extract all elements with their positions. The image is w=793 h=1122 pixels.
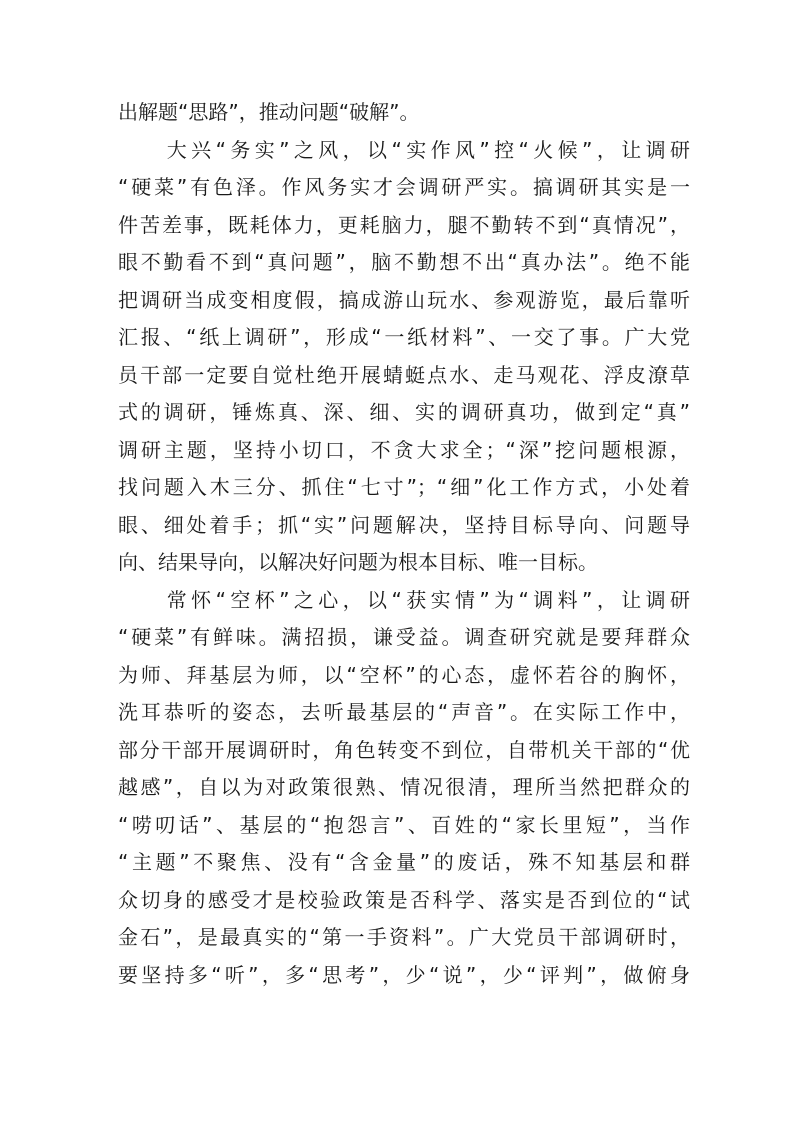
text-line: 为师、拜基层为师，以“空杯”的心态，虚怀若谷的胸怀，: [118, 662, 690, 687]
text-line: 部分干部开展调研时，角色转变不到位，自带机关干部的“优: [118, 737, 690, 762]
text-line: 汇报、“纸上调研”，形成“一纸材料”、一交了事。广大党: [118, 325, 690, 349]
text-line: 越感”，自以为对政策很熟、情况很清，理所当然把群众的: [118, 775, 690, 799]
text-line: 件苦差事，既耗体力，更耗脑力，腿不勤转不到“真情况”，: [118, 212, 690, 237]
text-line: 大兴“务实”之风，以“实作风”控“火候”，让调研: [118, 137, 690, 162]
text-line: “硬菜”有色泽。作风务实才会调研严实。搞调研其实是一: [118, 175, 690, 199]
text-line: 眼、细处着手；抓“实”问题解决，坚持目标导向、问题导: [118, 512, 690, 537]
text-line: “硬菜”有鲜味。满招损，谦受益。调查研究就是要拜群众: [118, 625, 690, 649]
text-line: 常怀“空杯”之心，以“获实情”为“调料”，让调研: [118, 587, 690, 612]
text-line: 向、结果导向，以解决好问题为根本目标、唯一目标。: [118, 550, 598, 574]
text-line: “唠叨话”、基层的“抱怨言”、百姓的“家长里短”，当作: [118, 812, 690, 837]
text-line: 员干部一定要自觉杜绝开展蜻蜓点水、走马观花、浮皮潦草: [118, 362, 690, 387]
text-line: 式的调研，锤炼真、深、细、实的调研真功，做到定“真”: [118, 400, 690, 424]
body-text: [118, 94, 690, 994]
text-line: 找问题入木三分、抓住“七寸”；“细”化工作方式，小处着: [118, 475, 690, 499]
text-line: 调研主题，坚持小切口，不贪大求全；“深”挖问题根源，: [118, 437, 690, 462]
text-line: 众切身的感受才是校验政策是否科学、落实是否到位的“试: [118, 887, 690, 912]
text-line: 要坚持多“听”，多“思考”，少“说”，少“评判”，做俯身: [118, 962, 690, 987]
text-line: 洗耳恭听的姿态，去听最基层的“声音”。在实际工作中，: [118, 700, 690, 724]
text-line: 把调研当成变相度假，搞成游山玩水、参观游览，最后靠听: [118, 287, 690, 312]
text-line: 金石”，是最真实的“第一手资料”。广大党员干部调研时，: [118, 925, 690, 949]
text-line: 眼不勤看不到“真问题”，脑不勤想不出“真办法”。绝不能: [118, 250, 690, 274]
text-line: 出解题“思路”，推动问题“破解”。: [118, 100, 420, 124]
text-line: “主题”不聚焦、没有“含金量”的废话，殊不知基层和群: [118, 850, 690, 874]
